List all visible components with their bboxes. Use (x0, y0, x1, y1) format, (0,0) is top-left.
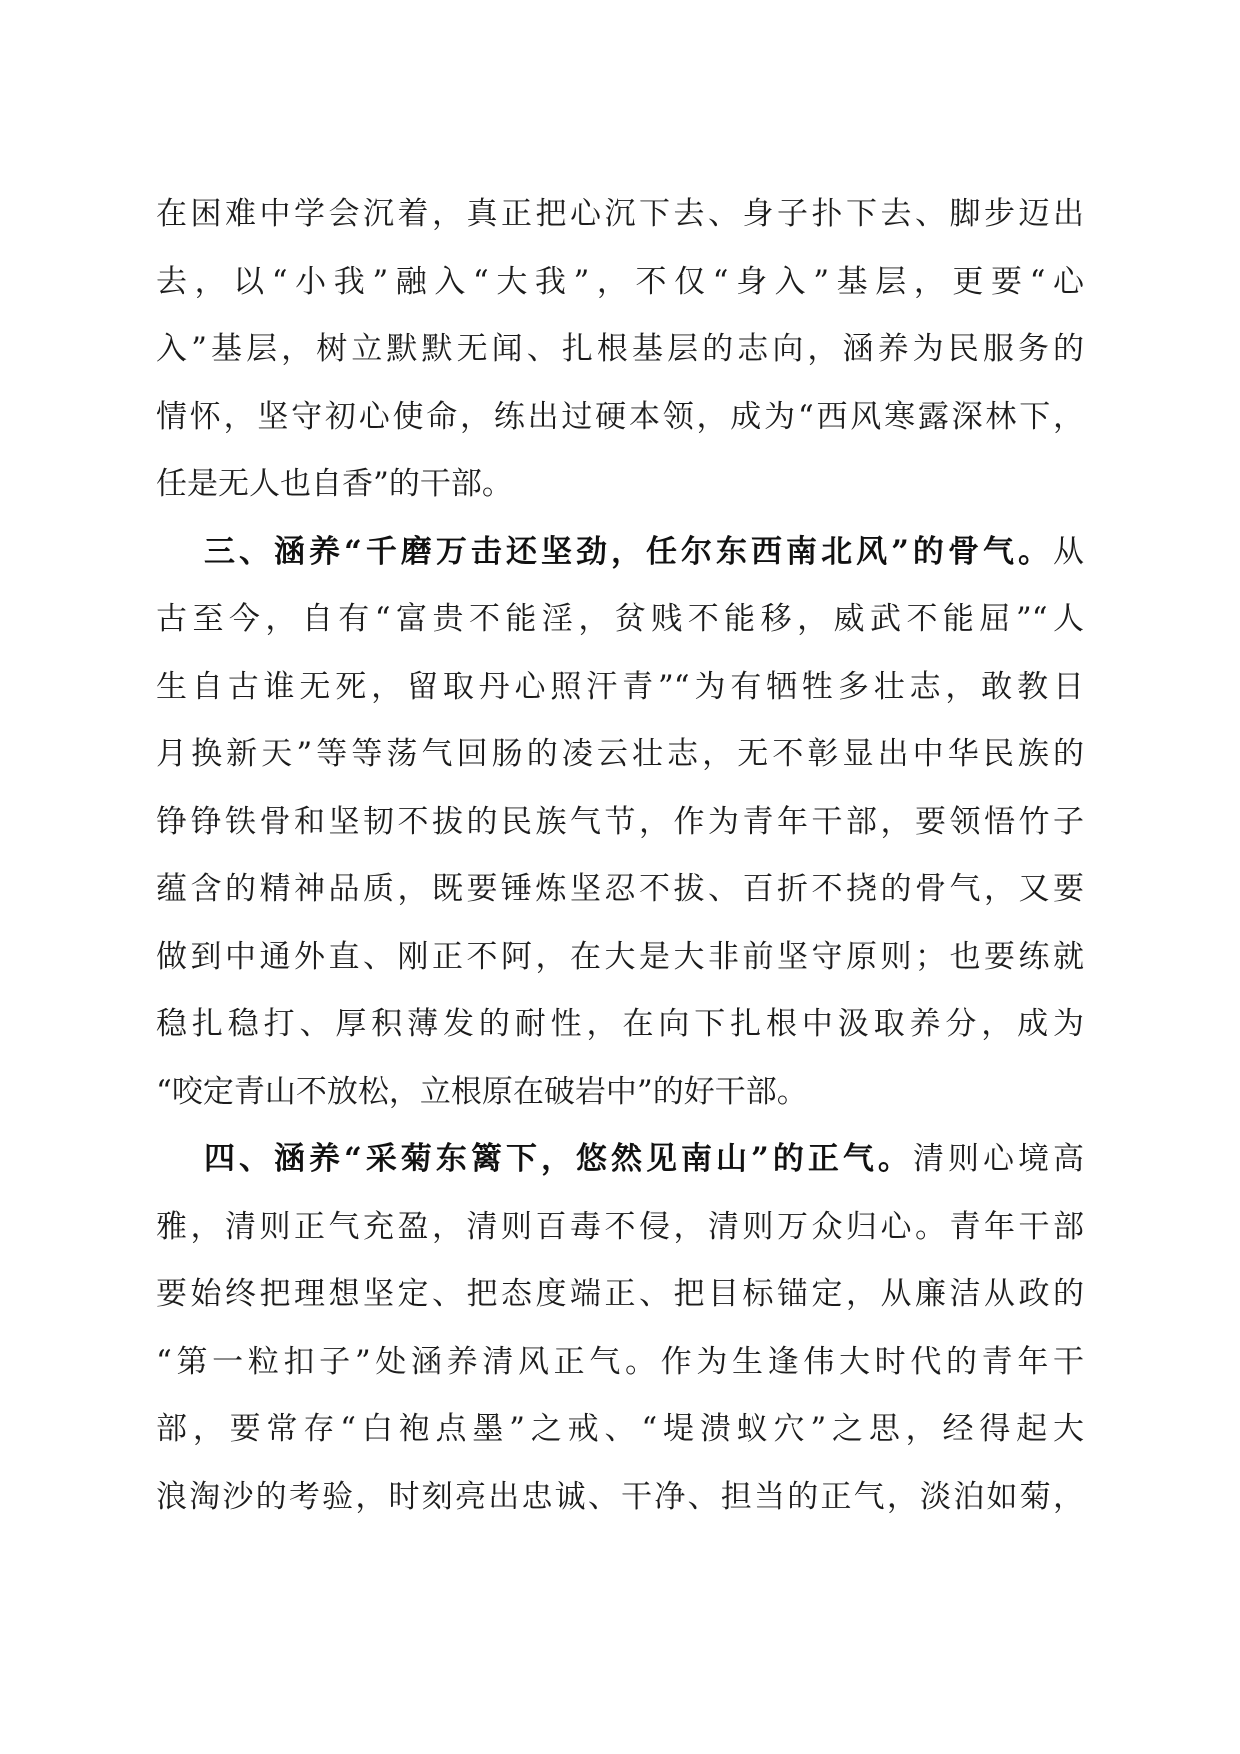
paragraph-continuation (156, 181, 1084, 519)
text-line: 铮铮铁骨和坚韧不拔的民族气节，作为青年干部，要领悟竹子 (156, 803, 1084, 840)
text-line: 蕴含的精神品质，既要锤炼坚忍不拔、百折不挠的骨气，又要 (156, 871, 1084, 907)
text-line: 在困难中学会沉着，真正把心沉下去、身子扑下去、脚步迈出 (156, 196, 1084, 232)
text-line: 要始终把理想坚定、把态度端正、把目标锚定，从廉洁从政的 (156, 1276, 1084, 1312)
section-4-first-line-rest: 清则心境高 (912, 1141, 1084, 1177)
text-line: 雅，清则正气充盈，清则百毒不侵，清则万众归心。青年干部 (156, 1208, 1084, 1245)
section-3-first-line (156, 519, 1084, 587)
text-line: 情怀，坚守初心使命，练出过硬本领，成为“西风寒露深林下， (156, 398, 1084, 435)
text-line: 月换新天”等等荡气回肠的凌云壮志，无不彰显出中华民族的 (156, 736, 1084, 772)
text-line: 稳扎稳打、厚积薄发的耐性，在向下扎根中汲取养分，成为 (156, 1006, 1084, 1042)
text-line: 入”基层，树立默默无闻、扎根基层的志向，涵养为民服务的 (156, 331, 1084, 367)
text-line: 做到中通外直、刚正不阿，在大是大非前坚守原则；也要练就 (156, 938, 1084, 975)
text-line: 部，要常存“白袍点墨”之戒、“堤溃蚁穴”之思，经得起大 (156, 1411, 1084, 1447)
section-4-first-line (156, 1126, 1084, 1194)
paragraph-section-4 (156, 1126, 1084, 1531)
text-line: “咬定青山不放松，立根原在破岩中”的好干部。 (156, 1073, 808, 1110)
text-line: 生自古谁无死，留取丹心照汗青”“为有牺牲多壮志，敢教日 (156, 668, 1084, 705)
text-line: 去，以“小我”融入“大我”，不仅“身入”基层，更要“心 (156, 263, 1084, 300)
text-line: 任是无人也自香”的干部。 (156, 466, 513, 502)
section-3-first-line-rest: 从 (1053, 533, 1084, 570)
text-line: 古至今，自有“富贵不能淫，贫贱不能移，威武不能屈”“人 (156, 601, 1084, 637)
paragraph-section-3 (156, 519, 1084, 1127)
section-4-heading: 四、涵养“采菊东篱下，悠然见南山”的正气。 (204, 1141, 913, 1177)
section-3-heading: 三、涵养“千磨万击还坚劲，任尔东西南北风”的骨气。 (204, 533, 1053, 570)
document-body (156, 181, 1084, 1531)
text-line: “第一粒扣子”处涵养清风正气。作为生逢伟大时代的青年干 (156, 1343, 1084, 1380)
text-line: 浪淘沙的考验，时刻亮出忠诚、干净、担当的正气，淡泊如菊， (156, 1478, 1084, 1515)
